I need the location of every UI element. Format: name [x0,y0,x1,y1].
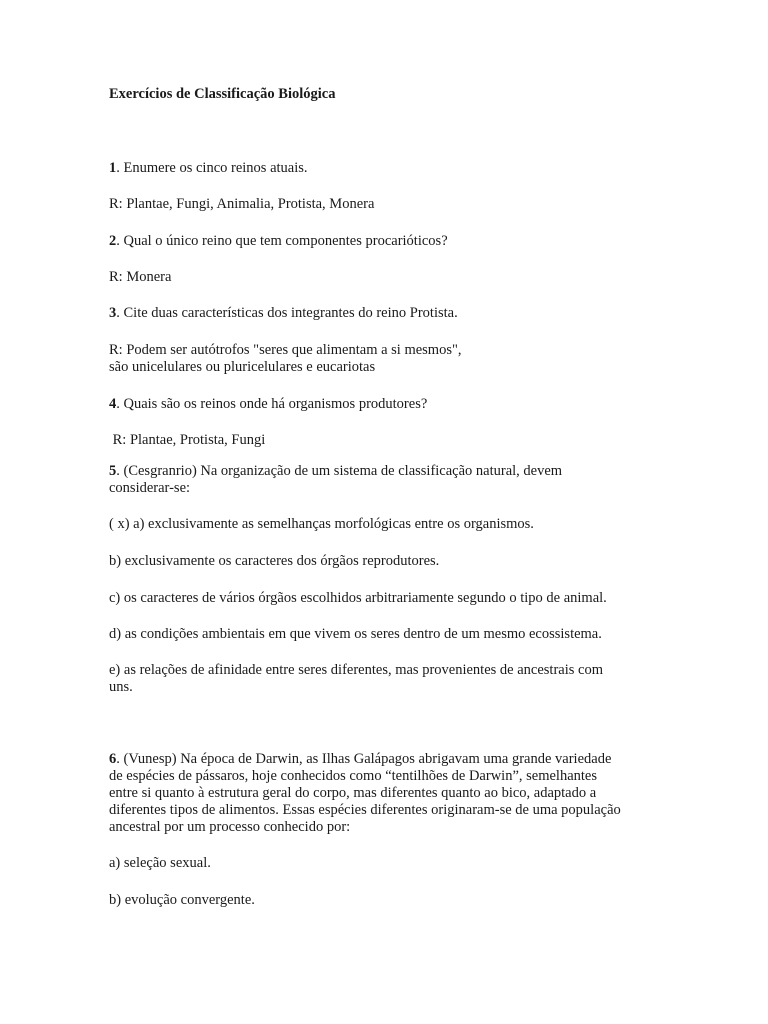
answer-3-line-1: R: Podem ser autótrofos "seres que alimentam a si mesmos", [109,342,462,358]
option-5d: d) as condições ambientais em que vivem os seres dentro de um mesmo ecossistema. [109,626,602,642]
question-6-line-5: ancestral por um processo conhecido por: [109,819,351,835]
answer-3-line-2: são unicelulares ou pluricelulares e eucariotas [109,359,376,375]
question-text: . Enumere os cinco reinos atuais. [116,160,308,176]
option-5a: ( x) a) exclusivamente as semelhanças morfológicas entre os organismos. [109,516,534,532]
answer-1: R: Plantae, Fungi, Animalia, Protista, Monera [109,196,375,212]
question-text: . Qual o único reino que tem componentes procarióticos? [116,233,448,249]
question-3 [109,305,669,322]
question-text: . Cite duas características dos integrantes do reino Protista. [116,305,458,321]
question-6-line-3: entre si quanto à estrutura geral do corpo, mas diferentes quanto ao bico, adaptado a [109,785,597,801]
question-1 [109,160,669,177]
question-text: . Quais são os reinos onde há organismos produtores? [116,396,428,412]
question-text: . (Cesgranrio) Na organização de um sistema de classificação natural, devem [116,463,563,479]
question-6-line-1 [109,751,669,768]
option-6b: b) evolução convergente. [109,892,255,908]
document-title: Exercícios de Classificação Biológica [109,86,336,102]
question-number: 5 [109,463,117,479]
question-6-line-4: diferentes tipos de alimentos. Essas espécies diferentes originaram-se de uma população [109,802,621,818]
question-number: 4 [109,396,117,412]
answer-4: R: Plantae, Protista, Fungi [109,432,266,448]
question-number: 6 [109,751,117,767]
question-number: 3 [109,305,117,321]
question-number: 2 [109,233,117,249]
option-5b: b) exclusivamente os caracteres dos órgãos reprodutores. [109,553,440,569]
option-5e-line-1: e) as relações de afinidade entre seres diferentes, mas provenientes de ancestrais com [109,662,603,678]
question-5-line-2: considerar-se: [109,480,191,496]
option-5c: c) os caracteres de vários órgãos escolhidos arbitrariamente segundo o tipo de animal. [109,590,607,606]
question-5-line-1 [109,463,669,480]
question-number: 1 [109,160,117,176]
question-text: . (Vunesp) Na época de Darwin, as Ilhas Galápagos abrigavam uma grande variedade [116,751,612,767]
option-6a: a) seleção sexual. [109,855,211,871]
answer-2: R: Monera [109,269,172,285]
question-2 [109,233,669,250]
option-5e-line-2: uns. [109,679,133,695]
question-6-line-2: de espécies de pássaros, hoje conhecidos como “tentilhões de Darwin”, semelhantes [109,768,598,784]
question-4 [109,396,669,413]
